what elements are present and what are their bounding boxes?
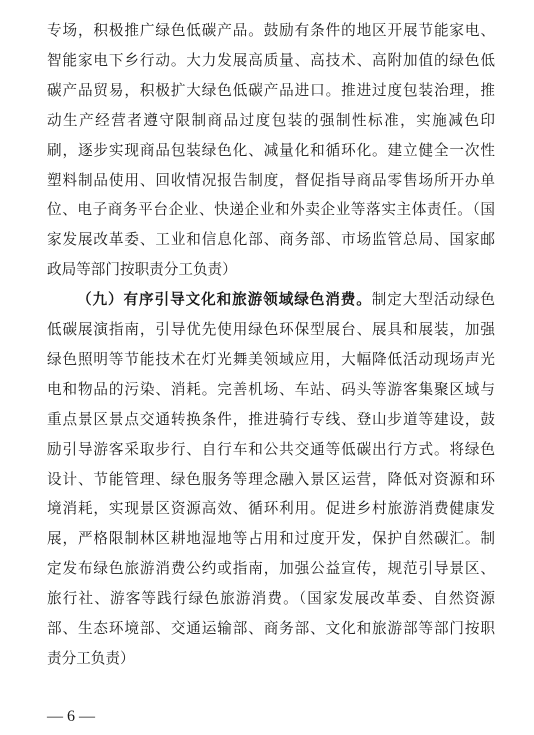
paragraph-1-line: 智能家电下乡行动。大力发展高质量、高技术、高附加值的绿色低 xyxy=(47,51,495,69)
paragraph-1-line: 家发展改革委、工业和信息化部、商务部、市场监管总局、国家邮 xyxy=(47,231,495,249)
paragraph-2-line: 设计、节能管理、绿色服务等理念融入景区运营，降低对资源和环 xyxy=(47,470,495,488)
page-number: — 6 — xyxy=(47,708,95,725)
paragraph-2-line: 绿色照明等节能技术在灯光舞美领域应用，大幅降低活动现场声光 xyxy=(47,350,495,368)
paragraph-1-line: 专场，积极推广绿色低碳产品。鼓励有条件的地区开展节能家电、 xyxy=(47,22,495,39)
section-heading: （九）有序引导文化和旅游领域绿色消费。 xyxy=(77,291,372,309)
paragraph-2-line: 展，严格限制林区耕地湿地等占用和过度开发，保护自然碳汇。制 xyxy=(47,530,495,548)
paragraph-2-line: 部、生态环境部、交通运输部、商务部、文化和旅游部等部门按职 xyxy=(47,620,495,637)
paragraph-2-line: 电和物品的污染、消耗。完善机场、车站、码头等游客集聚区域与 xyxy=(47,380,495,398)
paragraph-1-line: 塑料制品使用、回收情况报告制度，督促指导商品零售场所开办单 xyxy=(47,171,495,189)
paragraph-2-line: 低碳展演指南，引导优先使用绿色环保型展台、展具和展装，加强 xyxy=(47,321,495,338)
paragraph-2-line: 定发布绿色旅游消费公约或指南，加强公益宣传，规范引导景区、 xyxy=(47,560,495,578)
paragraph-1-line: 刷，逐步实现商品包装绿色化、减量化和循环化。建立健全一次性 xyxy=(47,141,495,159)
paragraph-1-line: 动生产经营者遵守限制商品过度包装的强制性标准，实施减色印 xyxy=(47,111,495,129)
paragraph-1-line: 碳产品贸易，积极扩大绿色低碳产品进口。推进过度包装治理，推 xyxy=(47,81,495,99)
paragraph-2-line: 境消耗，实现景区资源高效、循环利用。促进乡村旅游消费健康发 xyxy=(47,500,495,518)
section-first-line-text: 制定大型活动绿色 xyxy=(371,291,495,309)
section-nine-first-line xyxy=(77,288,495,312)
paragraph-1-line: 政局等部门按职责分工负责） xyxy=(47,261,237,279)
paragraph-1-line: 位、电子商务平台企业、快递企业和外卖企业等落实主体责任。（国 xyxy=(47,201,495,219)
paragraph-2-line: 旅行社、游客等践行绿色旅游消费。（国家发展改革委、自然资源 xyxy=(47,590,495,608)
paragraph-2-line: 励引导游客采取步行、自行车和公共交通等低碳出行方式。将绿色 xyxy=(47,440,495,458)
paragraph-2-line: 重点景区景点交通转换条件，推进骑行专线、登山步道等建设，鼓 xyxy=(47,410,495,428)
paragraph-2-line: 责分工负责） xyxy=(47,649,135,667)
